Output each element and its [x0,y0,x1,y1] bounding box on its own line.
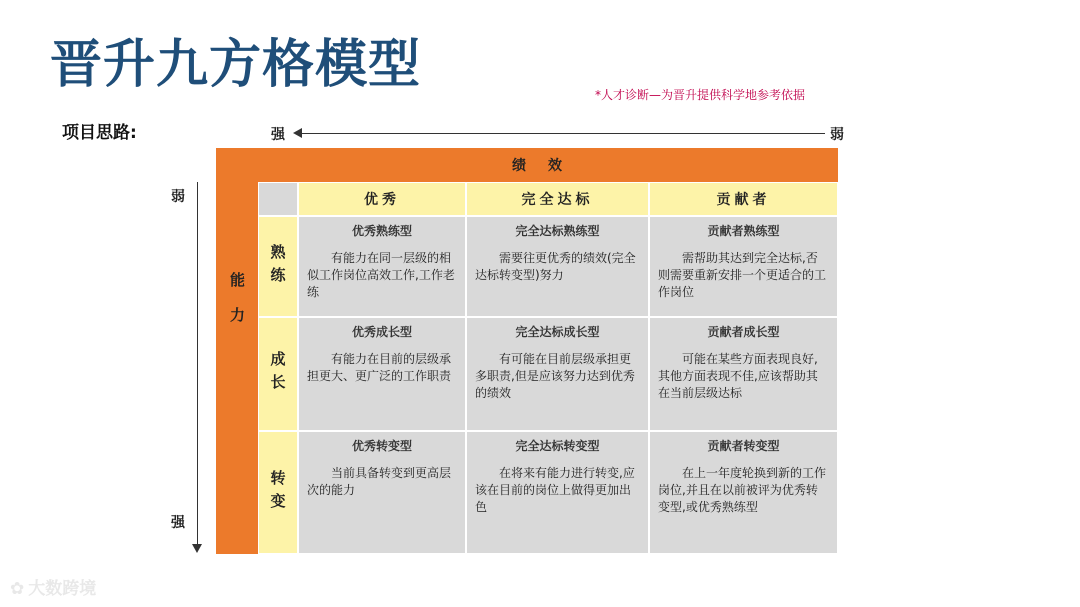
column-header-contributor: 贡献者 [649,182,838,216]
cell-title: 贡献者成长型 [707,325,780,339]
watermark-logo-icon: ✿ [10,579,25,599]
watermark [10,574,96,599]
grid-cell [649,317,838,431]
cell-body: 需要往更优秀的绩效(完全达标转变型)努力 [475,251,636,282]
corner-cell [258,182,298,216]
cell-body: 可能在某些方面表现良好,其他方面表现不佳,应该帮助其在当前层级达标 [658,352,818,400]
row-header-transition: 转变 [258,431,298,554]
cell-body: 在将来有能力进行转变,应该在目前的岗位上做得更加出色 [475,466,635,514]
down-arrow-icon [192,544,202,553]
row-header-growth: 成长 [258,317,298,431]
cell-body: 需帮助其达到完全达标,否则需要重新安排一个更适合的工作岗位 [658,251,827,299]
horizontal-axis-line [300,133,825,134]
page-title: 晋升九方格模型 [50,35,422,95]
cell-title: 完全达标转变型 [515,439,600,453]
grid-cell [649,216,838,317]
ability-column [216,148,258,554]
cell-body: 在上一年度轮换到新的工作岗位,并且在以前被评为优秀转变型,或优秀熟练型 [658,466,827,514]
axis-strong-left: 强 [171,515,185,531]
cell-body: 当前具备转变到更高层次的能力 [307,466,452,497]
column-header-excellent: 优秀 [298,182,466,216]
cell-title: 贡献者熟练型 [707,224,780,238]
cell-title: 优秀成长型 [351,325,412,339]
cell-body: 有能力在同一层级的相似工作岗位高效工作,工作老练 [307,251,455,299]
ability-label: 能力 [228,272,246,342]
watermark-text: 大数跨境 [28,579,97,599]
axis-weak-left: 弱 [171,189,185,205]
grid-cell [298,216,466,317]
column-header-fully-qualified: 完全达标 [466,182,649,216]
cell-body: 有能力在目前的层级承担更大、更广泛的工作职责 [307,352,452,383]
cell-body: 有可能在目前层级承担更多职责,但是应该努力达到优秀的绩效 [475,352,635,400]
cell-title: 优秀熟练型 [351,224,412,238]
grid-cell [466,317,649,431]
row-header-skilled: 熟练 [258,216,298,317]
grid-cell [298,431,466,554]
cell-title: 优秀转变型 [351,439,412,453]
performance-label: 绩效 [512,158,584,174]
subtitle-note: *人才诊断—为晋升提供科学地参考依据 [595,88,806,102]
nine-box-grid [216,148,838,554]
axis-strong-top: 强 [271,127,285,143]
grid-cell [298,317,466,431]
project-idea-label: 项目思路: [62,123,137,143]
cell-title: 完全达标熟练型 [515,224,600,238]
performance-header [258,148,838,182]
cell-title: 贡献者转变型 [707,439,780,453]
grid-cell [466,216,649,317]
grid-cell [466,431,649,554]
grid-cell [649,431,838,554]
axis-weak-top: 弱 [830,127,844,143]
cell-title: 完全达标成长型 [515,325,600,339]
vertical-axis-line [197,182,198,546]
